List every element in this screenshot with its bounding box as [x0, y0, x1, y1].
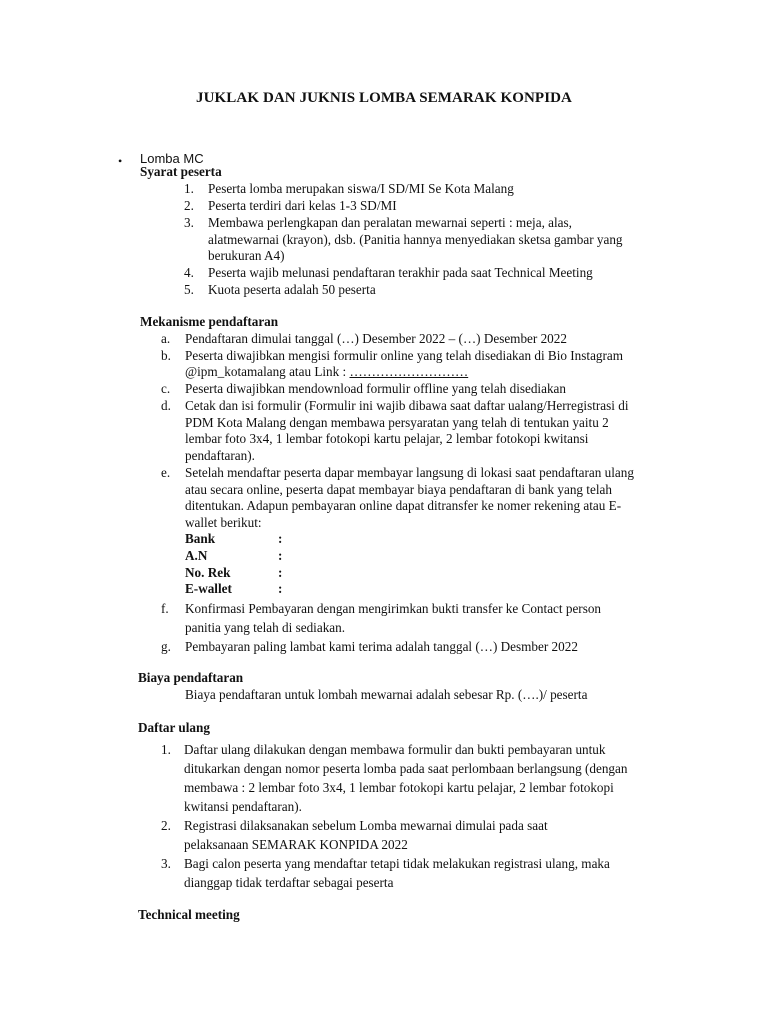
list-number: 2.	[184, 198, 194, 213]
list-letter: f.	[161, 601, 169, 616]
payment-colon: :	[278, 548, 283, 563]
list-item-text: Konfirmasi Pembayaran dengan mengirimkan bukti transfer ke Contact person	[185, 601, 602, 616]
list-letter: e.	[161, 465, 171, 480]
list-number: 3.	[161, 856, 171, 871]
section-label-lomba-mc: Lomba MC	[140, 151, 204, 166]
link-prefix: @ipm_kotamalang atau Link :	[185, 364, 350, 379]
list-item-text: lembar foto 3x4, 1 lembar fotokopi kartu pelajar, 2 lembar fotokopi kwitansi	[185, 431, 589, 446]
payment-label-ewallet: E-wallet	[185, 581, 232, 596]
list-item-text: panitia yang telah di sediakan.	[185, 620, 346, 635]
list-number: 5.	[184, 282, 194, 297]
payment-colon: :	[278, 581, 283, 596]
list-item-text-prefix	[185, 364, 468, 381]
document-title: JUKLAK DAN JUKNIS LOMBA SEMARAK KONPIDA	[195, 90, 572, 106]
list-item-text: Registrasi dilaksanakan sebelum Lomba mewarnai dimulai pada saat	[184, 818, 548, 833]
heading-syarat-peserta: Syarat peserta	[140, 164, 222, 179]
list-item-text: Peserta lomba merupakan siswa/I SD/MI Se Kota Malang	[208, 181, 514, 196]
heading-mekanisme-pendaftaran: Mekanisme pendaftaran	[140, 314, 279, 329]
list-item-text: atau secara online, peserta dapat membayar biaya pendaftaran di bank yang telah	[185, 482, 612, 497]
payment-colon: :	[278, 565, 283, 580]
list-item-text: Pembayaran paling lambat kami terima adalah tanggal (…) Desmber 2022	[185, 639, 578, 654]
payment-label-bank: Bank	[185, 531, 216, 546]
list-item-text: pendaftaran).	[185, 448, 255, 463]
list-item-text: membawa : 2 lembar foto 3x4, 1 lembar fotokopi kartu pelajar, 2 lembar fotokopi	[184, 780, 614, 795]
list-number: 4.	[184, 265, 194, 280]
list-letter: a.	[161, 331, 171, 346]
list-item-text: Setelah mendaftar peserta dapar membayar langsung di lokasi saat pendaftaran ulang	[185, 465, 634, 480]
list-item-text: dianggap tidak terdaftar sebagai peserta	[184, 875, 394, 890]
heading-technical-meeting: Technical meeting	[138, 907, 240, 922]
list-item-text: Peserta diwajibkan mendownload formulir offline yang telah disediakan	[185, 381, 566, 396]
list-letter: b.	[161, 348, 171, 363]
list-item-text: Daftar ulang dilakukan dengan membawa formulir dan bukti pembayaran untuk	[184, 742, 606, 757]
list-item-text: kwitansi pendaftaran).	[184, 799, 302, 814]
heading-biaya-pendaftaran: Biaya pendaftaran	[138, 670, 244, 685]
bullet-icon: •	[118, 154, 123, 168]
list-item-text: Peserta terdiri dari kelas 1-3 SD/MI	[208, 198, 397, 213]
list-item-text: ditukarkan dengan nomor peserta lomba pada saat perlombaan berlangsung (dengan	[184, 761, 628, 776]
list-item-text: Pendaftaran dimulai tanggal (…) Desember 2022 – (…) Desember 2022	[185, 331, 567, 346]
list-number: 2.	[161, 818, 171, 833]
payment-label-an: A.N	[185, 548, 208, 563]
payment-label-no-rek: No. Rek	[185, 565, 231, 580]
biaya-text: Biaya pendaftaran untuk lombah mewarnai adalah sebesar Rp. (….)/ peserta	[185, 687, 588, 702]
list-number: 1.	[161, 742, 171, 757]
registration-link[interactable]: ………………………	[349, 364, 469, 379]
list-item-text: berukuran A4)	[208, 248, 285, 263]
list-item-text: wallet berikut:	[185, 515, 262, 530]
list-item-text: ditentukan. Adapun pembayaran online dapat ditransfer ke nomer rekening atau E-	[185, 498, 622, 513]
list-item-text: PDM Kota Malang dengan membawa persyaratan yang telah di tentukan yaitu 2	[185, 415, 609, 430]
list-letter: g.	[161, 639, 171, 654]
list-letter: d.	[161, 398, 171, 413]
list-number: 3.	[184, 215, 194, 230]
list-item-text: Membawa perlengkapan dan peralatan mewarnai seperti : meja, alas,	[208, 215, 572, 230]
list-letter: c.	[161, 381, 171, 396]
list-number: 1.	[184, 181, 194, 196]
list-item-text: Bagi calon peserta yang mendaftar tetapi tidak melakukan registrasi ulang, maka	[184, 856, 610, 871]
payment-colon: :	[278, 531, 283, 546]
list-item-text: alatmewarnai (krayon), dsb. (Panitia hannya menyediakan sketsa gambar yang	[208, 232, 623, 247]
list-item-text: Peserta wajib melunasi pendaftaran terakhir pada saat Technical Meeting	[208, 265, 593, 280]
list-item-text: pelaksanaan SEMARAK KONPIDA 2022	[184, 837, 408, 852]
heading-daftar-ulang: Daftar ulang	[138, 720, 210, 735]
list-item-text: Peserta diwajibkan mengisi formulir online yang telah disediakan di Bio Instagram	[185, 348, 624, 363]
list-item-text: Cetak dan isi formulir (Formulir ini wajib dibawa saat daftar ualang/Herregistrasi di	[185, 398, 629, 413]
list-item-text: Kuota peserta adalah 50 peserta	[208, 282, 376, 297]
